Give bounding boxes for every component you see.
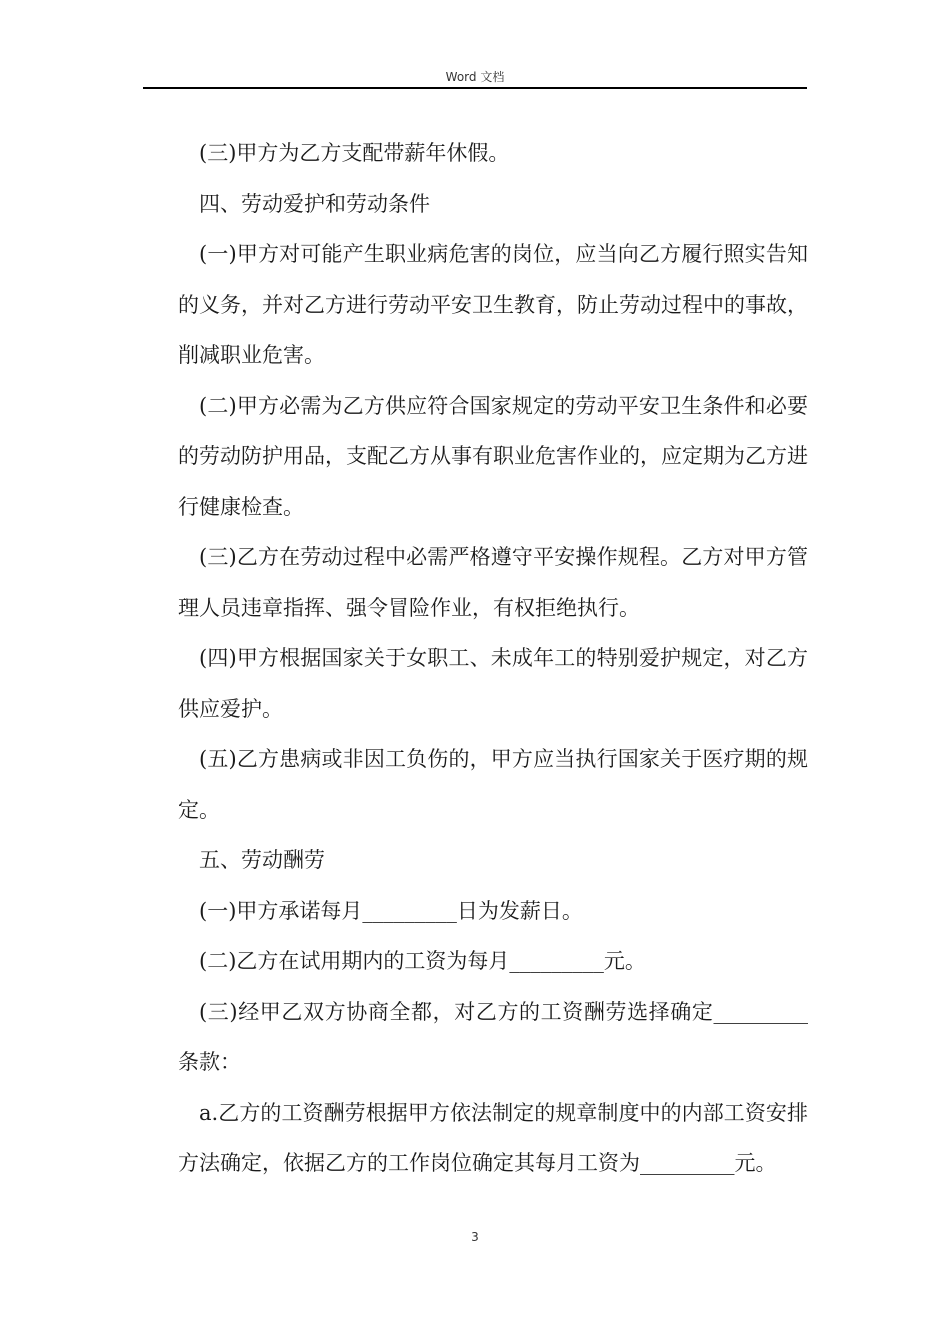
paragraph-special-protection: (四)甲方根据国家关于女职工、未成年工的特别爱护规定，对乙方供应爱护。	[178, 646, 808, 721]
paragraph-salary-clause: (三)经甲乙双方协商全都，对乙方的工资酬劳选择确定_________条款：	[178, 999, 808, 1074]
page-header-title: Word 文档	[445, 70, 505, 84]
paragraph-clause-a: a.乙方的工资酬劳根据甲方依法制定的规章制度中的内部工资安排方法确定，依据乙方的工作岗位确定其每月工资为_________元。	[178, 1100, 808, 1175]
section-heading-remuneration: 五、劳动酬劳	[199, 848, 325, 872]
header-divider	[143, 87, 807, 89]
document-body	[178, 128, 808, 1189]
page-number: 3	[471, 1230, 479, 1244]
paragraph-payday: (一)甲方承诺每月_________日为发薪日。	[199, 898, 583, 923]
paragraph-medical-period: (五)乙方患病或非因工负伤的，甲方应当执行国家关于医疗期的规定。	[178, 747, 808, 822]
paragraph-safety-conditions: (二)甲方必需为乙方供应符合国家规定的劳动平安卫生条件和必要的劳动防护用品，支配乙方从事有职业危害作业的，应定期为乙方进行健康检查。	[178, 393, 808, 519]
paragraph-probation-salary: (二)乙方在试用期内的工资为每月_________元。	[199, 949, 646, 973]
paragraph-annual-leave: (三)甲方为乙方支配带薪年休假。	[199, 141, 510, 165]
paragraph-occupational-hazard: (一)甲方对可能产生职业病危害的岗位，应当向乙方履行照实告知的义务，并对乙方进行劳动平安卫生教育，防止劳动过程中的事故，削减职业危害。	[178, 242, 808, 367]
section-heading-labor-protection: 四、劳动爱护和劳动条件	[199, 191, 430, 216]
paragraph-safety-rules: (三)乙方在劳动过程中必需严格遵守平安操作规程。乙方对甲方管理人员违章指挥、强令冒险作业，有权拒绝执行。	[178, 545, 808, 620]
